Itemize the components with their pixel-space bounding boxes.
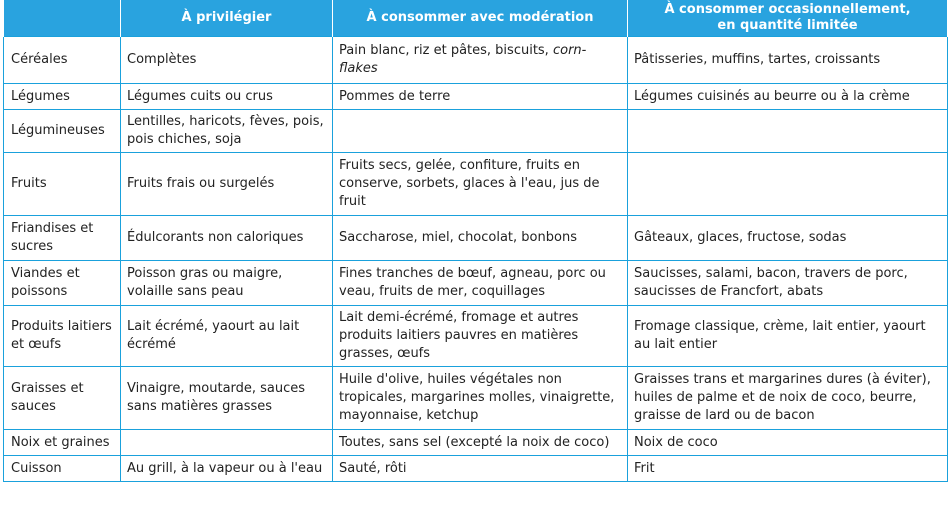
- cell-occasionnel: Frit: [628, 456, 948, 482]
- cell-privilegier: Complètes: [121, 37, 333, 84]
- table-row: [4, 456, 948, 482]
- row-category: Produits laitiers et œufs: [4, 306, 121, 367]
- table-row: [4, 37, 948, 84]
- header-moderation: À consommer avec modération: [333, 0, 628, 37]
- cell-occasionnel: [628, 153, 948, 216]
- cell-privilegier: [121, 430, 333, 456]
- cell-occasionnel: Fromage classique, crème, lait entier, yaourt au lait entier: [628, 306, 948, 367]
- cell-moderation: [333, 110, 628, 153]
- header-category: [4, 0, 121, 37]
- cell-privilegier: Légumes cuits ou crus: [121, 84, 333, 110]
- row-category: Friandises et sucres: [4, 216, 121, 261]
- cell-moderation: Sauté, rôti: [333, 456, 628, 482]
- table-row: [4, 306, 948, 367]
- row-category: Légumes: [4, 84, 121, 110]
- cell-privilegier: Poisson gras ou maigre, volaille sans peau: [121, 261, 333, 306]
- cell-moderation: Fines tranches de bœuf, agneau, porc ou veau, fruits de mer, coquillages: [333, 261, 628, 306]
- cell-privilegier: Fruits frais ou surgelés: [121, 153, 333, 216]
- cell-moderation: [333, 37, 628, 84]
- header-occasionnellement-line1: À consommer occasionnellement,: [664, 2, 911, 17]
- header-privilegier: À privilégier: [121, 0, 333, 37]
- cell-occasionnel: Graisses trans et margarines dures (à éviter), huiles de palme et de noix de coco, beurre, graisse de lard ou de bacon: [628, 367, 948, 430]
- table-row: [4, 430, 948, 456]
- cell-moderation-text: Pain blanc, riz et pâtes, biscuits,: [339, 43, 549, 58]
- food-table-container: [3, 0, 947, 482]
- cell-moderation: Fruits secs, gelée, confiture, fruits en conserve, sorbets, glaces à l'eau, jus de fruit: [333, 153, 628, 216]
- cell-privilegier: Lentilles, haricots, fèves, pois, pois chiches, soja: [121, 110, 333, 153]
- row-category: Cuisson: [4, 456, 121, 482]
- cell-moderation: Lait demi-écrémé, fromage et autres produits laitiers pauvres en matières grasses, œufs: [333, 306, 628, 367]
- cell-moderation: Toutes, sans sel (excepté la noix de coco): [333, 430, 628, 456]
- table-row: [4, 367, 948, 430]
- header-occasionnellement-line2: en quantité limitée: [717, 18, 858, 33]
- table-row: [4, 110, 948, 153]
- row-category: Légumineuses: [4, 110, 121, 153]
- row-category: Fruits: [4, 153, 121, 216]
- cell-occasionnel: Saucisses, salami, bacon, travers de porc, saucisses de Francfort, abats: [628, 261, 948, 306]
- header-occasionnellement: [628, 0, 948, 37]
- row-category: Noix et graines: [4, 430, 121, 456]
- cell-moderation: Saccharose, miel, chocolat, bonbons: [333, 216, 628, 261]
- header-row: [4, 0, 948, 37]
- cell-occasionnel: [628, 110, 948, 153]
- cell-moderation-italic: corn-flakes: [339, 43, 587, 76]
- row-category: Viandes et poissons: [4, 261, 121, 306]
- table-row: [4, 84, 948, 110]
- row-category: Graisses et sauces: [4, 367, 121, 430]
- cell-privilegier: Au grill, à la vapeur ou à l'eau: [121, 456, 333, 482]
- cell-occasionnel: Légumes cuisinés au beurre ou à la crème: [628, 84, 948, 110]
- cell-moderation: Huile d'olive, huiles végétales non tropicales, margarines molles, vinaigrette, mayonnaise, ketchup: [333, 367, 628, 430]
- table-row: [4, 261, 948, 306]
- table-row: [4, 153, 948, 216]
- cell-privilegier: Vinaigre, moutarde, sauces sans matières grasses: [121, 367, 333, 430]
- cell-occasionnel: Noix de coco: [628, 430, 948, 456]
- cell-privilegier: Lait écrémé, yaourt au lait écrémé: [121, 306, 333, 367]
- food-table: [3, 0, 948, 482]
- cell-moderation: Pommes de terre: [333, 84, 628, 110]
- row-category: Céréales: [4, 37, 121, 84]
- table-row: [4, 216, 948, 261]
- cell-occasionnel: Gâteaux, glaces, fructose, sodas: [628, 216, 948, 261]
- cell-privilegier: Édulcorants non caloriques: [121, 216, 333, 261]
- cell-occasionnel: Pâtisseries, muffins, tartes, croissants: [628, 37, 948, 84]
